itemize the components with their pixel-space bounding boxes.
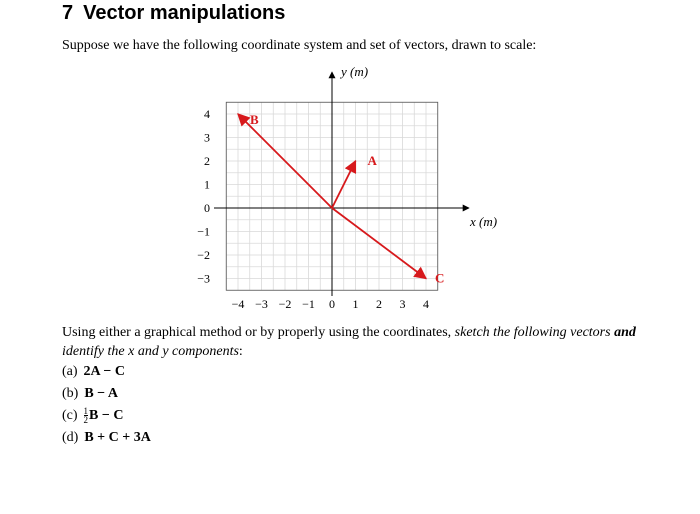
y-tick-label: −1 bbox=[197, 224, 210, 239]
part-expression: B + C + 3A bbox=[84, 430, 151, 445]
section-title: Vector manipulations bbox=[83, 2, 286, 24]
intro-text: Suppose we have the following coordinate system and set of vectors, drawn to scale: bbox=[62, 38, 537, 53]
vector-c-label: C bbox=[435, 270, 445, 286]
y-axis-label: y (m) bbox=[341, 64, 369, 79]
x-tick-label: −4 bbox=[231, 297, 245, 311]
vector-a-label: A bbox=[367, 153, 377, 168]
y-variable: y bbox=[162, 344, 169, 359]
x-tick-label: 4 bbox=[423, 297, 429, 311]
x-tick-label: 0 bbox=[329, 297, 335, 311]
part-expression: 2A − C bbox=[83, 364, 125, 379]
vector-b-label: B bbox=[250, 112, 259, 127]
instructions-emphasis-2b: and bbox=[137, 344, 159, 359]
x-tick-label: 3 bbox=[399, 297, 406, 311]
section-number: 7 bbox=[62, 2, 74, 24]
x-tick-label: −3 bbox=[255, 297, 268, 311]
part-label: (c) bbox=[62, 408, 78, 423]
exercise-parts bbox=[62, 363, 151, 451]
part-expression: B − C bbox=[89, 408, 124, 423]
y-tick-label: 1 bbox=[204, 177, 210, 192]
one-half-fraction bbox=[84, 407, 89, 424]
instructions-and: and bbox=[614, 325, 636, 340]
fraction-denominator: 2 bbox=[83, 415, 89, 426]
x-tick-label: −2 bbox=[278, 297, 292, 311]
part-label: (d) bbox=[62, 430, 79, 445]
fraction-numerator: 1 bbox=[83, 406, 89, 417]
instructions-emphasis-2c: components bbox=[172, 344, 239, 359]
y-tick-label: −2 bbox=[197, 248, 210, 262]
part-d bbox=[62, 429, 151, 451]
part-c bbox=[62, 407, 151, 429]
part-expression: B − A bbox=[84, 386, 118, 401]
instructions-paragraph bbox=[62, 323, 652, 361]
y-tick-label: 3 bbox=[204, 130, 210, 145]
part-label: (a) bbox=[62, 364, 78, 379]
y-tick-label: −3 bbox=[197, 271, 210, 286]
instructions-suffix: : bbox=[238, 344, 243, 359]
x-tick-label: 1 bbox=[352, 297, 359, 311]
y-tick-label: 0 bbox=[204, 201, 210, 215]
y-tick-label: 2 bbox=[204, 154, 210, 168]
x-axis-label: x (m) bbox=[470, 214, 498, 229]
y-tick-label: 4 bbox=[204, 107, 210, 121]
x-tick-label: −1 bbox=[302, 297, 315, 311]
part-a bbox=[62, 363, 151, 385]
x-variable: x bbox=[128, 344, 135, 359]
instructions-prefix: Using either a graphical method or by properly using the coordinates, bbox=[62, 325, 455, 340]
instructions-emphasis-1: sketch the following vectors bbox=[454, 325, 611, 340]
part-b bbox=[62, 385, 151, 407]
part-label: (b) bbox=[62, 386, 79, 401]
instructions-emphasis-2a: identify the bbox=[62, 344, 125, 359]
x-tick-label: 2 bbox=[376, 297, 382, 311]
